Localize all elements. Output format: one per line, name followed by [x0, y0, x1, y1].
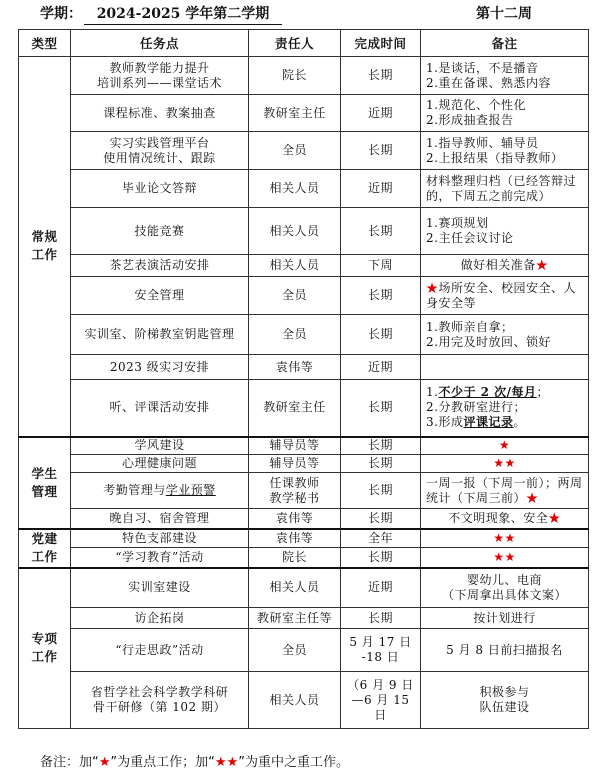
double-star-icon: ★★: [421, 529, 589, 548]
table-row: [19, 132, 589, 170]
time-cell: 近期: [341, 355, 421, 380]
time-line: 日: [374, 707, 387, 722]
note-emphasis: 不少于 2 次/每月: [438, 385, 537, 400]
table-row: [19, 529, 589, 548]
time-cell: 全年: [341, 529, 421, 548]
time-cell: 长期: [341, 277, 421, 315]
note-cell: [421, 380, 589, 437]
star-icon: ★: [426, 280, 439, 295]
time-cell: 长期: [341, 455, 421, 473]
star-icon: ★: [214, 755, 227, 770]
table-row: [19, 277, 589, 315]
person-cell: 辅导员等: [249, 437, 341, 455]
section-student: 学生 管理: [19, 437, 71, 529]
task-cell: “行走思政”活动: [71, 629, 249, 672]
task-cell: 技能竞赛: [71, 208, 249, 255]
note-cell: [421, 568, 589, 608]
task-cell: [71, 672, 249, 729]
note-emphasis: 评课记录: [463, 415, 514, 430]
note-cell: 5 月 8 日前扫描报名: [421, 629, 589, 672]
table-row: [19, 95, 589, 132]
page-header: [0, 0, 605, 26]
time-cell: 长期: [341, 380, 421, 437]
task-cell: 2023 级实习安排: [71, 355, 249, 380]
task-cell: 实训室建设: [71, 568, 249, 608]
time-line: （6 月 9 日: [347, 677, 414, 692]
person-cell: 相关人员: [249, 170, 341, 208]
time-cell: 长期: [341, 57, 421, 95]
person-cell: 院长: [249, 57, 341, 95]
time-cell: [341, 629, 421, 672]
note-text: 场所安全、校园安全、人身安全等: [426, 280, 577, 310]
star-icon: ★: [548, 510, 561, 525]
person-cell: 相关人员: [249, 568, 341, 608]
star-icon: ★: [421, 437, 589, 455]
footnote-text: 备注：加“★”为重点工作；加“★★”为重中之重工作。: [40, 755, 349, 770]
double-star-icon: ★★: [421, 455, 589, 473]
note-line: 2.主任会议讨论: [426, 231, 514, 245]
work-plan-table: [18, 29, 589, 729]
note-cell: [421, 57, 589, 95]
task-cell: 听、评课活动安排: [71, 380, 249, 437]
task-line-1: 实习实践管理平台: [109, 135, 210, 150]
note-suffix: 。: [513, 415, 526, 430]
task-cell: [71, 57, 249, 95]
task-cell: 茶艺表演活动安排: [71, 255, 249, 277]
person-line: 任课教师: [269, 475, 320, 490]
person-cell: 全员: [249, 132, 341, 170]
person-cell: 教研室主任等: [249, 608, 341, 629]
person-cell: 全员: [249, 629, 341, 672]
task-text: 考勤管理与: [103, 483, 166, 497]
note-cell: [421, 95, 589, 132]
task-line-1: 教师教学能力提升: [109, 60, 210, 75]
table-row: [19, 629, 589, 672]
note-line: 2.上报结果（指导教师）: [426, 150, 564, 165]
section-routine: 常规 工作: [19, 57, 71, 437]
person-cell: 相关人员: [249, 208, 341, 255]
table-header-row: [19, 30, 589, 57]
note-text: 不文明现象、安全: [448, 510, 549, 525]
note-cell: 按计划进行: [421, 608, 589, 629]
note-cell: [421, 255, 589, 277]
time-line: 5 月 17 日: [349, 635, 412, 649]
col-header-task: 任务点: [71, 30, 249, 57]
note-line: [426, 415, 585, 430]
star-icon: ★: [535, 258, 549, 272]
person-cell: 全员: [249, 315, 341, 355]
note-line: 2.用完及时放回、锁好: [426, 334, 551, 349]
note-line: 婴幼儿、电商: [466, 572, 542, 587]
note-line: 1.指导教师、辅导员: [426, 135, 539, 150]
task-cell: 特色支部建设: [71, 529, 249, 548]
task-cell: 实训室、阶梯教室钥匙管理: [71, 315, 249, 355]
note-cell: [421, 509, 589, 529]
person-cell: 全员: [249, 277, 341, 315]
note-prefix: 1.: [426, 385, 439, 400]
person-cell: 院长: [249, 548, 341, 568]
time-cell: 近期: [341, 95, 421, 132]
double-star-icon: ★★: [421, 548, 589, 568]
col-header-type: 类型: [19, 30, 71, 57]
task-cell: 安全管理: [71, 277, 249, 315]
table-row: [19, 170, 589, 208]
table-row: [19, 208, 589, 255]
task-cell: 学风建设: [71, 437, 249, 455]
task-cell: [71, 473, 249, 509]
time-cell: 长期: [341, 548, 421, 568]
note-line: [426, 385, 585, 400]
person-cell: 相关人员: [249, 672, 341, 729]
table-row: [19, 548, 589, 568]
task-link-text: 学业预警: [165, 483, 216, 497]
note-line: 1.赛项规划: [426, 216, 489, 230]
star-icon: ★: [226, 755, 239, 770]
table-row: [19, 380, 589, 437]
table-row: [19, 473, 589, 509]
star-icon: ★: [526, 490, 539, 505]
person-cell: 袁伟等: [249, 529, 341, 548]
task-cell: 课程标准、教案抽查: [71, 95, 249, 132]
col-header-person: 责任人: [249, 30, 341, 57]
note-suffix: ；: [536, 385, 550, 400]
week-label: 第十二周: [476, 6, 532, 22]
table-row: [19, 255, 589, 277]
time-line: —6 月 15: [351, 692, 410, 707]
table-row: [19, 437, 589, 455]
note-cell: [421, 277, 589, 315]
note-line: 积极参与: [479, 685, 530, 699]
person-cell: 袁伟等: [249, 509, 341, 529]
person-cell: [249, 473, 341, 509]
task-line-2: 培训系列——课堂话术: [96, 75, 222, 90]
note-line: 队伍建设: [479, 700, 530, 714]
task-cell: “学习教育”活动: [71, 548, 249, 568]
task-cell: 心理健康问题: [71, 455, 249, 473]
note-cell: [421, 208, 589, 255]
person-line: 教学秘书: [269, 490, 320, 505]
term-value: 2024-2025 学年第二学期: [84, 3, 282, 25]
task-cell: 毕业论文答辩: [71, 170, 249, 208]
task-line-1: 省哲学社会科学教学科研: [90, 685, 229, 699]
time-cell: 长期: [341, 315, 421, 355]
time-cell: 长期: [341, 509, 421, 529]
note-cell: [421, 315, 589, 355]
note-line: （下周拿出具体文案）: [441, 587, 567, 602]
col-header-time: 完成时间: [341, 30, 421, 57]
person-cell: 教研室主任: [249, 380, 341, 437]
person-cell: 辅导员等: [249, 455, 341, 473]
note-cell: [421, 473, 589, 509]
term-label: 学期：: [40, 6, 82, 22]
note-prefix: 3.形成: [426, 415, 464, 430]
star-icon: ★: [98, 755, 111, 770]
table-row: [19, 455, 589, 473]
task-cell: 访企拓岗: [71, 608, 249, 629]
note-line: 2.重在备课、熟悉内容: [426, 75, 551, 90]
person-cell: 袁伟等: [249, 355, 341, 380]
note-cell: [421, 132, 589, 170]
table-row: [19, 57, 589, 95]
table-row: [19, 509, 589, 529]
table-row: [19, 672, 589, 729]
note-line: 1.教师亲自拿；: [426, 319, 514, 334]
time-cell: [341, 672, 421, 729]
time-cell: 长期: [341, 132, 421, 170]
time-cell: 长期: [341, 437, 421, 455]
note-line: 1.是谈话，不是播音: [426, 60, 539, 75]
time-line: -18 日: [361, 650, 400, 664]
note-line: 2.形成抽查报告: [426, 113, 514, 127]
task-line-2: 骨干研修（第 102 期）: [92, 700, 227, 714]
table-row: [19, 315, 589, 355]
note-cell: 材料整理归档（已经答辩过的，下周五之前完成）: [421, 170, 589, 208]
table-row: [19, 355, 589, 380]
note-cell: [421, 672, 589, 729]
col-header-note: 备注: [421, 30, 589, 57]
person-cell: 相关人员: [249, 255, 341, 277]
note-line: 2.分教研室进行；: [426, 400, 526, 415]
table-row: [19, 568, 589, 608]
time-cell: 下周: [341, 255, 421, 277]
note-cell: [421, 355, 589, 380]
time-cell: 长期: [341, 208, 421, 255]
time-cell: 长期: [341, 608, 421, 629]
note-text: 做好相关准备: [460, 258, 536, 272]
person-cell: 教研室主任: [249, 95, 341, 132]
time-cell: 长期: [341, 473, 421, 509]
footnote: [40, 751, 349, 770]
section-party: 党建 工作: [19, 529, 71, 568]
table-row: [19, 608, 589, 629]
note-text: 一周一报（下周一前）；两周统计（下周三前）: [426, 475, 583, 505]
time-cell: 近期: [341, 170, 421, 208]
task-cell: [71, 132, 249, 170]
note-line: 1.规范化、个性化: [426, 98, 526, 112]
task-cell: 晚自习、宿舍管理: [71, 509, 249, 529]
time-cell: 近期: [341, 568, 421, 608]
section-special: 专项 工作: [19, 568, 71, 729]
task-line-2: 使用情况统计、跟踪: [103, 150, 216, 165]
